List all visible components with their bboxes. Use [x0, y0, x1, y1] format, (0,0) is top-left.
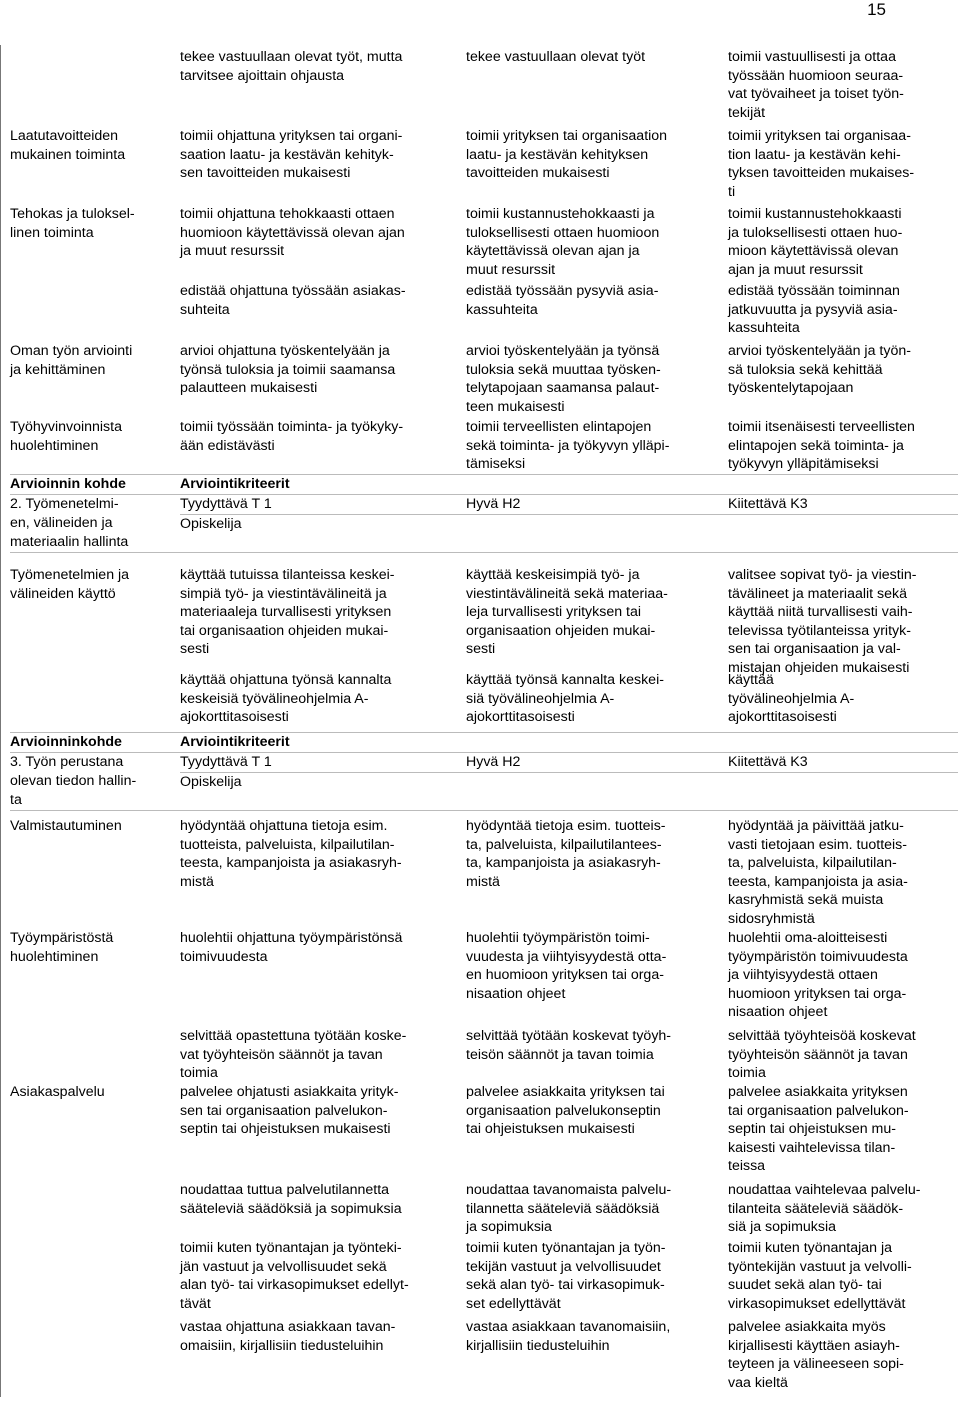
- table-row: [10, 1318, 958, 1394]
- row-label: [10, 1239, 180, 1318]
- row-label: Laatutavoitteiden mukainen toiminta: [10, 128, 126, 163]
- left-border-line: [0, 45, 1, 1397]
- section-header: [10, 474, 958, 494]
- assessment-target-label: Arvioinninkohde: [10, 734, 122, 750]
- row-label: Tehokas ja tuloksel- linen toiminta: [10, 206, 135, 241]
- criterion-k3: toimii kuten työnantajan ja työntekijän vastuut ja velvolli- suudet sekä alan työ- tai virkasopimukset edellyttävät: [728, 1240, 912, 1312]
- criterion-t1: arvioi ohjattuna työskentelyään ja työnsä tuloksia ja toimii saamansa palautteen mukaisesti: [180, 343, 396, 396]
- section-header: [10, 732, 958, 752]
- table-row: [10, 1181, 958, 1239]
- section-3: [10, 732, 958, 1394]
- table-row: [10, 1083, 958, 1181]
- criterion-h2: arvioi työskentelyään ja työnsä tuloksia sekä muuttaa työsken- telytapojaan saamansa palaut- teen mukaisesti: [466, 343, 661, 415]
- table-row: [10, 929, 958, 1027]
- criterion-t1: käyttää tutuissa tilanteissa keskei- simpiä työ- ja viestintävälineitä ja materiaaleja turvallisesti yrityksen tai organisaation ohjeiden mukai- sesti: [180, 567, 395, 657]
- criterion-h2: käyttää keskeisimpiä työ- ja viestintävälineitä sekä materiaa- leja turvallisesti yrityksen tai organisaation ohjeiden mukai- sesti: [466, 567, 668, 657]
- criterion-t1: toimii ohjattuna tehokkaasti ottaen huomioon käytettävissä olevan ajan ja muut resurssit: [180, 206, 405, 259]
- table-row: [10, 48, 958, 127]
- table-row: [10, 342, 958, 418]
- criterion-h2: edistää työssään pysyviä asia- kassuhteita: [466, 283, 659, 318]
- criterion-h2: toimii terveellisten elintapojen sekä toiminta- ja työkyvyn ylläpi- tämiseksi: [466, 419, 670, 472]
- assessment-criteria-label: Arviointikriteerit: [180, 476, 290, 492]
- criterion-h2: selvittää työtään koskevat työyh- teisön säännöt ja tavan toimia: [466, 1028, 672, 1063]
- criterion-t1: käyttää ohjattuna työnsä kannalta keskeisiä työvälineohjelmia A- ajokorttitasoisesti: [180, 672, 392, 725]
- criterion-t1: vastaa ohjattuna asiakkaan tavan- omaisiin, kirjallisiin tiedusteluihin: [180, 1319, 396, 1354]
- grade-k3: Kiitettävä K3: [728, 754, 808, 770]
- criterion-k3: palvelee asiakkaita myös kirjallisesti käyttäen asiayh- teyteen ja välineeseen sopi- vaa kieltä: [728, 1319, 904, 1391]
- table-row: [10, 205, 958, 282]
- grade-h2: Hyvä H2: [466, 754, 521, 770]
- criterion-t1: toimii ohjattuna yrityksen tai organi- saation laatu- ja kestävän kehityk- sen tavoitteiden mukaisesti: [180, 128, 403, 181]
- section-title-row: [10, 494, 958, 552]
- criterion-k3: huolehtii oma-aloitteisesti työympäristön toimivuudesta ja viihtyisyydestä ottaen huomioon yrityksen tai orga- nisaation ohjeet: [728, 930, 908, 1020]
- row-label: [10, 1318, 180, 1394]
- criterion-h2: käyttää työnsä kannalta keskei- siä työvälineohjelmia A- ajokorttitasoisesti: [466, 672, 664, 725]
- table-row: [10, 1027, 958, 1083]
- criterion-h2: tekee vastuullaan olevat työt: [466, 49, 646, 65]
- criterion-k3: toimii kustannustehokkaasti ja tuloksellisesti ottaen huo- mioon käytettävissä olevan ajan ja muut resurssit: [728, 206, 903, 278]
- criterion-h2: huolehtii työympäristön toimi- vuudesta ja viihtyisyydestä otta- en huomioon yrityksen tai orga- nisaation ohjeet: [466, 930, 667, 1002]
- table-row: [10, 418, 958, 474]
- criterion-t1: toimii työssään toiminta- ja työkyky- ään edistävästi: [180, 419, 404, 454]
- criterion-t1: huolehtii ohjattuna työympäristönsä toimivuudesta: [180, 930, 403, 965]
- criterion-k3: toimii itsenäisesti terveellisten elintapojen sekä toiminta- ja työkyvyn ylläpitämiseksi: [728, 419, 915, 472]
- section-1: [10, 48, 958, 474]
- criterion-k3: valitsee sopivat työ- ja viestin- tävälineet ja materiaalit sekä käyttää niitä turvallisesti vaih- televissa työtilanteissa yrityk- sen tai organisaation ja val- mistajan ohjeiden mukaisesti: [728, 567, 917, 676]
- criterion-h2: toimii kuten työnantajan ja työn- tekijän vastuut ja velvollisuudet sekä alan työ- tai virkasopimuk- set edellyttävät: [466, 1240, 666, 1312]
- row-label: [10, 1181, 180, 1239]
- student-label: Opiskelija: [180, 772, 958, 792]
- grade-k3: Kiitettävä K3: [728, 496, 808, 512]
- row-label: Työhyvinvoinnista huolehtiminen: [10, 419, 122, 454]
- section-title-row: [10, 752, 958, 810]
- row-label: Asiakaspalvelu: [10, 1084, 105, 1100]
- grade-t1: Tyydyttävä T 1: [180, 754, 272, 770]
- criterion-k3: toimii vastuullisesti ja ottaa työssään huomioon seuraa- vat työvaiheet ja toiset työn- tekijät: [728, 49, 904, 121]
- row-label: [10, 1027, 180, 1083]
- criterion-t1: selvittää opastettuna työtään koske- vat työyhteisön säännöt ja tavan toimia: [180, 1028, 407, 1081]
- criterion-h2: noudattaa tavanomaista palvelu- tilannetta sääteleviä säädöksiä ja sopimuksia: [466, 1182, 672, 1235]
- section-title: 2. Työmenetelmi- en, välineiden ja materiaalin hallinta: [10, 496, 129, 550]
- criteria-table: [10, 48, 958, 1394]
- criterion-t1: palvelee ohjatusti asiakkaita yrityk- sen tai organisaation palvelukon- septin tai ohjeistuksen mukaisesti: [180, 1084, 399, 1137]
- grade-row: [180, 495, 958, 514]
- student-label: Opiskelija: [180, 514, 958, 534]
- criterion-t1: tekee vastuullaan olevat työt, mutta tarvitsee ajoittain ohjausta: [180, 49, 403, 84]
- criterion-k3: palvelee asiakkaita yrityksen tai organisaation palvelukon- septin tai ohjeistuksen mu- kaisesti vaihtelevissa tilan- teissa: [728, 1084, 909, 1174]
- criterion-t1: toimii kuten työnantajan ja työnteki- jän vastuut ja velvollisuudet sekä alan työ- tai virkasopimukset edellyt- tävät: [180, 1240, 409, 1312]
- table-row: [10, 810, 958, 929]
- assessment-target-label: Arvioinnin kohde: [10, 476, 126, 492]
- criterion-h2: palvelee asiakkaita yrityksen tai organisaation palvelukonseptin tai ohjeistuksen mukaisesti: [466, 1084, 665, 1137]
- table-row: [10, 552, 958, 676]
- criterion-k3: selvittää työyhteisöä koskevat työyhteisön säännöt ja tavan toimia: [728, 1028, 916, 1081]
- grade-t1: Tyydyttävä T 1: [180, 496, 272, 512]
- section-2: [10, 474, 958, 732]
- criterion-t1: edistää ohjattuna työssään asiakas- suhteita: [180, 283, 406, 318]
- grade-row: [180, 753, 958, 772]
- criterion-t1: noudattaa tuttua palvelutilannetta sääteleviä säädöksiä ja sopimuksia: [180, 1182, 402, 1217]
- grade-h2: Hyvä H2: [466, 496, 521, 512]
- table-row: [10, 1239, 958, 1318]
- criterion-k3: hyödyntää ja päivittää jatku- vasti tietojaan esim. tuotteis- ta, palveluista, kilpailutilan- teesta, kampanjoista ja asia- kasryhmistä sekä muista sidosryhmistä: [728, 818, 908, 927]
- row-label: Työmenetelmien ja välineiden käyttö: [10, 567, 130, 602]
- table-row: [10, 127, 958, 205]
- row-label: Oman työn arviointi ja kehittäminen: [10, 343, 133, 378]
- row-label: Työympäristöstä huolehtiminen: [10, 930, 114, 965]
- section-title: 3. Työn perustana olevan tiedon hallin- ta: [10, 754, 137, 808]
- criterion-k3: toimii yrityksen tai organisaa- tion laatu- ja kestävän kehi- tyksen tavoitteiden mukaises- ti: [728, 128, 915, 200]
- criterion-k3: edistää työssään toiminnan jatkuvuutta ja pysyviä asia- kassuhteita: [728, 283, 900, 336]
- criterion-h2: toimii yrityksen tai organisaation laatu- ja kestävän kehityksen tavoitteiden mukaisesti: [466, 128, 668, 181]
- criterion-k3: käyttää työvälineohjelmia A- ajokorttitasoisesti: [728, 672, 855, 725]
- row-label: Valmistautuminen: [10, 818, 122, 834]
- page-number: 15: [867, 0, 886, 19]
- criterion-t1: hyödyntää ohjattuna tietoja esim. tuotteista, palveluista, kilpailutilan- teesta, kampanjoista ja asiakasryh- mistä: [180, 818, 402, 890]
- assessment-criteria-label: Arviointikriteerit: [180, 734, 290, 750]
- criterion-h2: hyödyntää tietoja esim. tuotteis- ta, palveluista, kilpailutilantees- ta, kampanjoista ja asiakasryh- mistä: [466, 818, 666, 890]
- criterion-h2: toimii kustannustehokkaasti ja tuloksellisesti ottaen huomioon käytettävissä olevan ajan ja muut resurssit: [466, 206, 660, 278]
- criterion-k3: noudattaa vaihtelevaa palvelu- tilanteita sääteleviä säädök- siä ja sopimuksia: [728, 1182, 921, 1235]
- row-label: [10, 48, 180, 127]
- row-label: [10, 282, 180, 342]
- table-row: [10, 282, 958, 342]
- row-label: [10, 671, 180, 732]
- criterion-h2: vastaa asiakkaan tavanomaisiin, kirjallisiin tiedusteluihin: [466, 1319, 671, 1354]
- table-row: [10, 671, 958, 732]
- criterion-k3: arvioi työskentelyään ja työn- sä tuloksia sekä kehittää työskentelytapojaan: [728, 343, 911, 396]
